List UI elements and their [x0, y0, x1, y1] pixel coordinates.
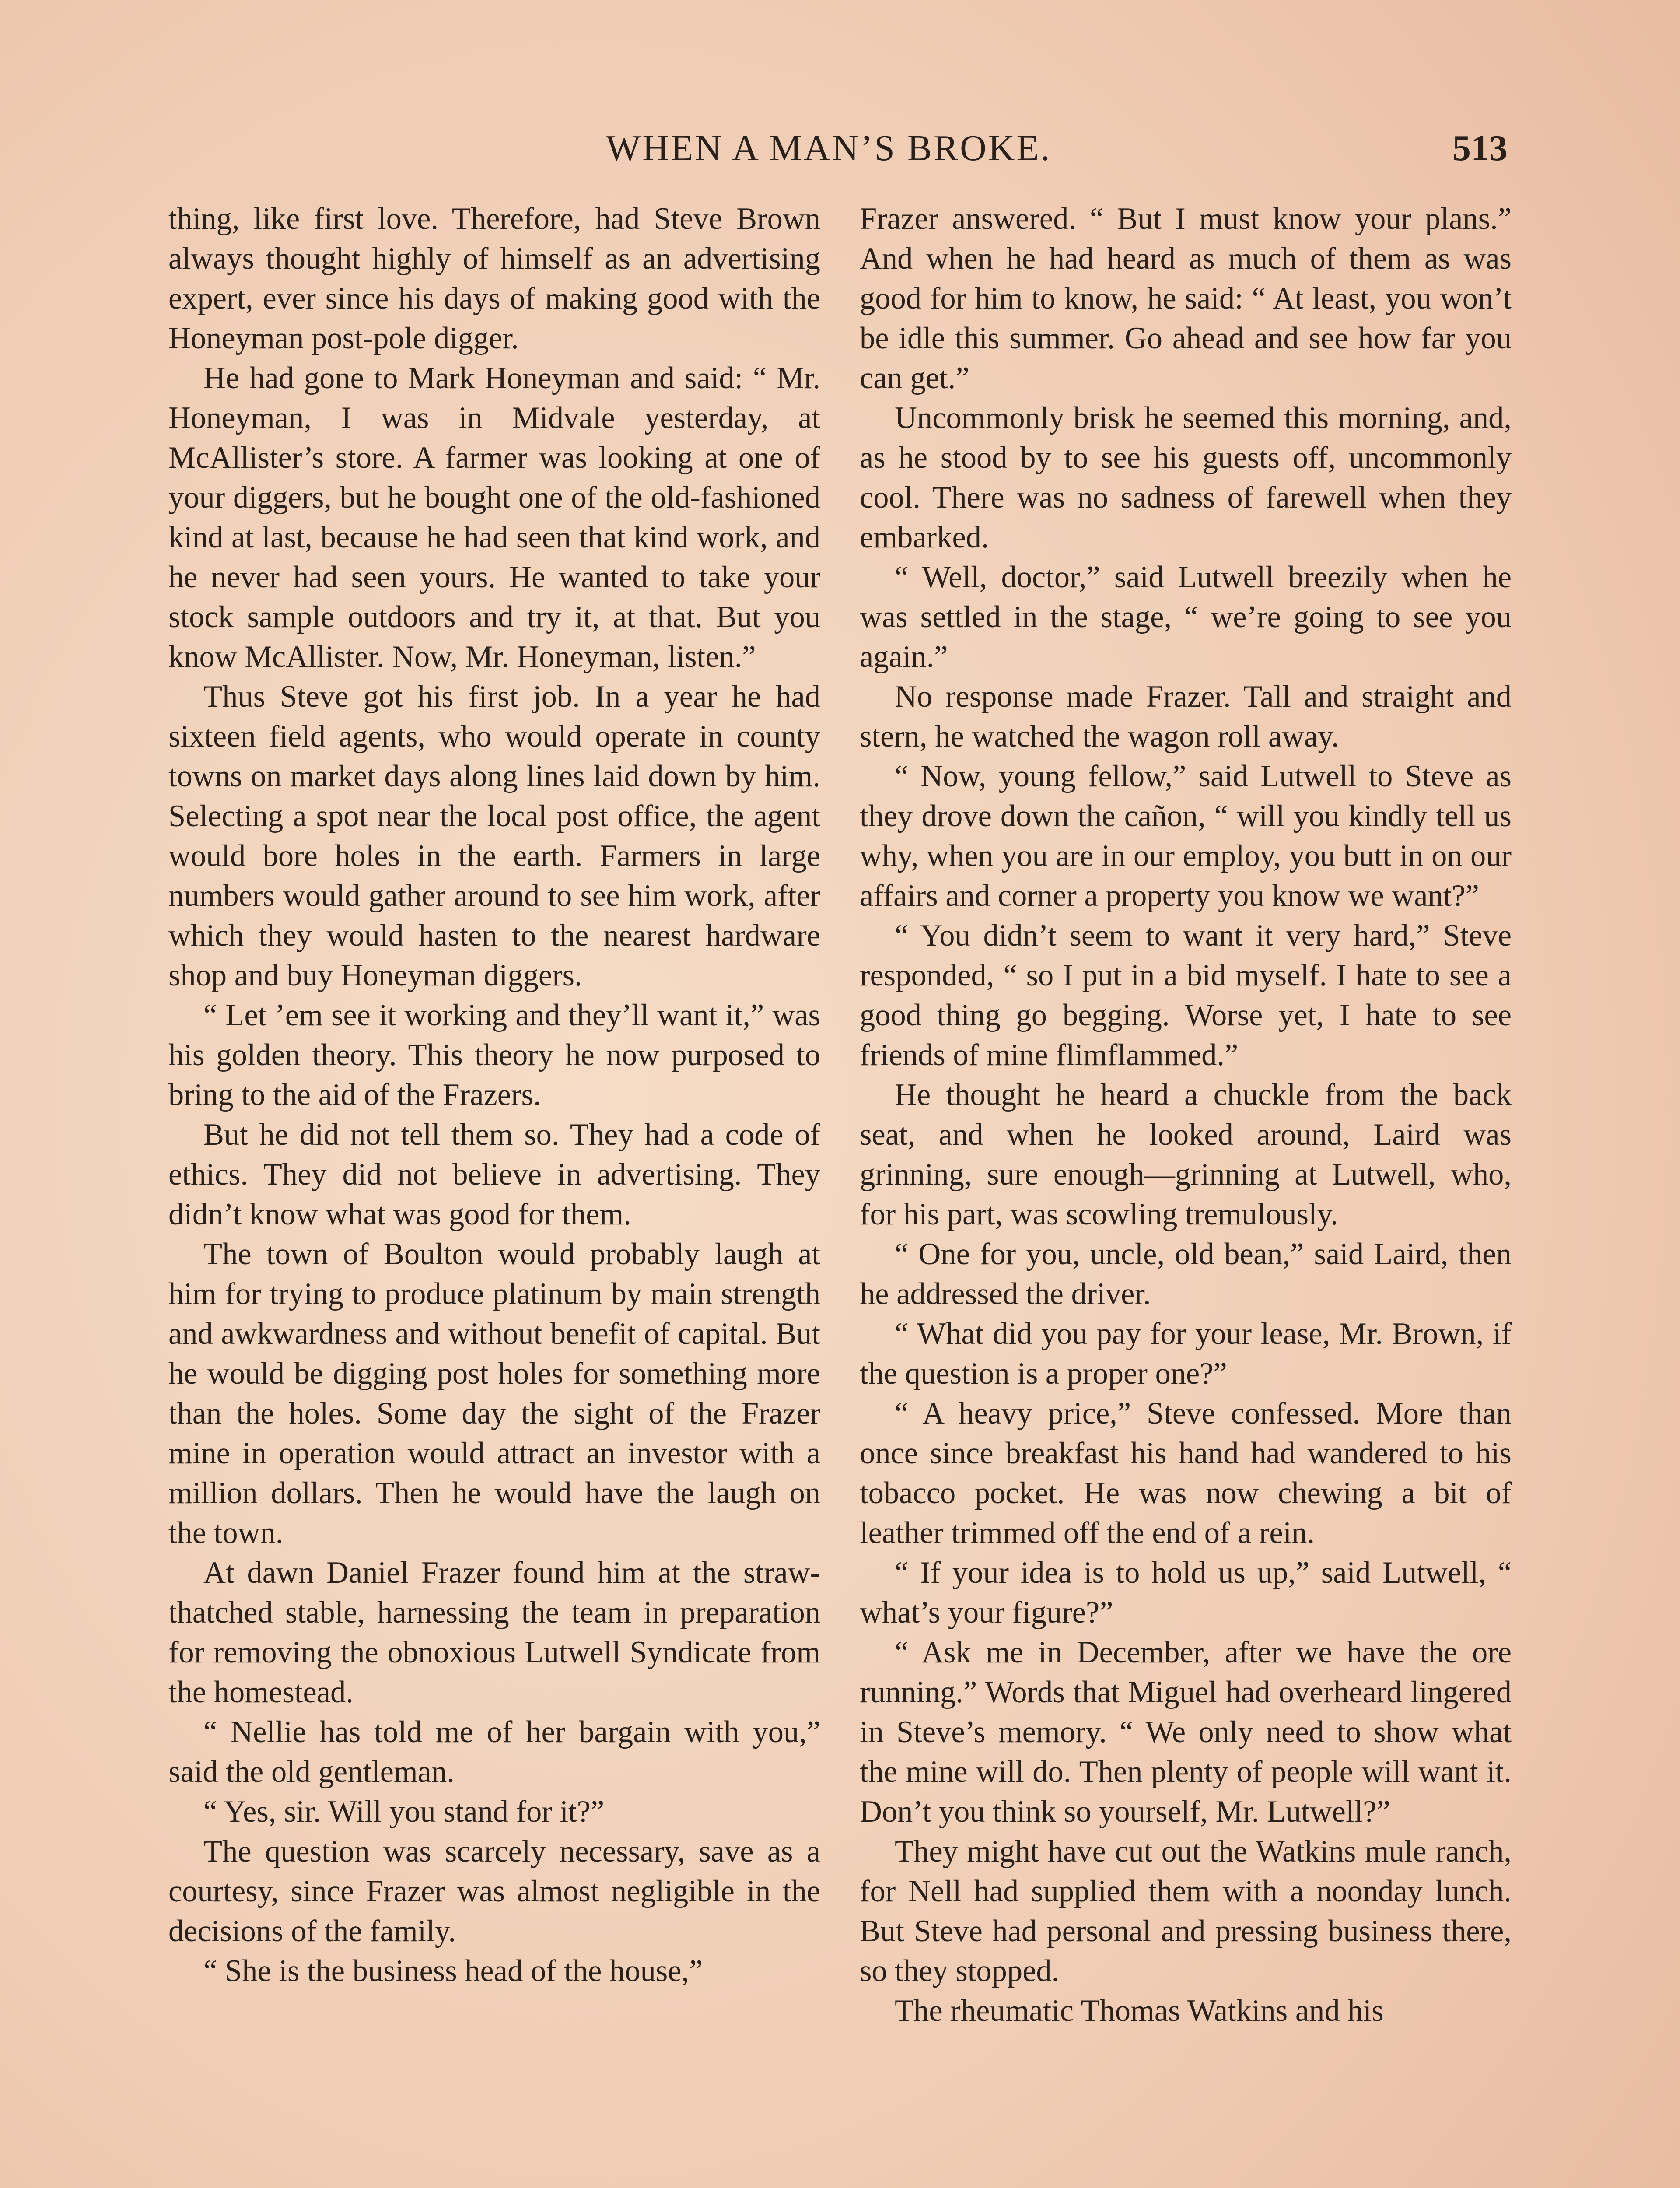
running-header	[0, 118, 1680, 184]
paragraph: “ Yes, sir. Will you stand for it?”	[203, 1795, 605, 1829]
paragraph: “ You didn’t seem to want it very hard,” Steve responded, “ so I put in a bid myself. I hate to see a good thing go begging. Worse yet, I hate to see friends of mine flimflammed.”	[860, 919, 1512, 1072]
paragraph: “ One for you, uncle, old bean,” said Laird, then he addressed the driver.	[860, 1237, 1512, 1311]
paragraph: Thus Steve got his first job. In a year he had sixteen field agents, who would operate in county towns on market days along lines laid down by him. Selecting a spot near the local post office, the agent would bore holes in the earth. Farmers in large numbers would gather around to see him work, after which they would hasten to the nearest hardware shop and buy Honeyman diggers.	[168, 680, 820, 992]
paragraph: But he did not tell them so. They had a code of ethics. They did not believe in advertising. They didn’t know what was good for them.	[168, 1118, 820, 1231]
paragraph: They might have cut out the Watkins mule ranch, for Nell had supplied them with a noonday lunch. But Steve had personal and pressing business there, so they stopped.	[860, 1834, 1512, 1988]
running-title: WHEN A MAN’S BROKE.	[606, 128, 1052, 168]
paragraph: The town of Boulton would probably laugh at him for trying to produce platinum by main strength and awkwardness and without benefit of capital. But he would be digging post holes for something more than the holes. Some day the sight of the Frazer mine in operation would attract an investor with a million dollars. Then he would have the laugh on the town.	[168, 1237, 820, 1550]
paragraph: The question was scarcely necessary, save as a courtesy, since Frazer was almost negligible in the decisions of the family.	[168, 1834, 820, 1948]
paragraph: “ She is the business head of the house,”	[203, 1954, 703, 1988]
paragraph: “ Let ’em see it working and they’ll want it,” was his golden theory. This theory he now purposed to bring to the aid of the Frazers.	[168, 998, 820, 1112]
paragraph: “ What did you pay for your lease, Mr. Brown, if the question is a proper one?”	[860, 1317, 1512, 1391]
page-number: 513	[1452, 128, 1508, 168]
paragraph: “ Ask me in December, after we have the ore running.” Words that Miguel had overheard lingered in Steve’s memory. “ We only need to show what the mine will do. Then plenty of people will want it. Don’t you think so yourself, Mr. Lutwell?”	[860, 1635, 1512, 1829]
left-column	[168, 199, 820, 2188]
paragraph: No response made Frazer. Tall and straight and stern, he watched the wagon roll away.	[860, 680, 1512, 754]
paragraph: “ Nellie has told me of her bargain with you,” said the old gentleman.	[168, 1715, 820, 1789]
paragraph: The rheumatic Thomas Watkins and his	[895, 1994, 1384, 2028]
paragraph: Frazer answered. “ But I must know your plans.” And when he had heard as much of them as was good for him to know, he said: “ At least, you won’t be idle this summer. Go ahead and see how far you can get.”	[860, 202, 1512, 395]
right-column	[860, 199, 1512, 2188]
paragraph: Uncommonly brisk he seemed this morning, and, as he stood by to see his guests off, uncommonly cool. There was no sadness of farewell when they embarked.	[860, 401, 1512, 554]
paragraph: At dawn Daniel Frazer found him at the straw-thatched stable, harnessing the team in preparation for removing the obnoxious Lutwell Syndicate from the homestead.	[168, 1556, 820, 1709]
paragraph: thing, like first love. Therefore, had Steve Brown always thought highly of himself as an advertising expert, ever since his days of making good with the Honeyman post-pole digger.	[168, 202, 820, 355]
paragraph: He had gone to Mark Honeyman and said: “ Mr. Honeyman, I was in Midvale yesterday, at McAllister’s store. A farmer was looking at one of your diggers, but he bought one of the old-fashioned kind at last, because he had seen that kind work, and he never had seen yours. He wanted to take your stock sample outdoors and try it, at that. But you know McAllister. Now, Mr. Honeyman, listen.”	[168, 361, 820, 674]
paragraph: “ Well, doctor,” said Lutwell breezily when he was settled in the stage, “ we’re going to see you again.”	[860, 560, 1512, 674]
paragraph: He thought he heard a chuckle from the back seat, and when he looked around, Laird was grinning, sure enough—grinning at Lutwell, who, for his part, was scowling tremulously.	[860, 1078, 1512, 1231]
paragraph: “ A heavy price,” Steve confessed. More than once since breakfast his hand had wandered to his tobacco pocket. He was now chewing a bit of leather trimmed off the end of a rein.	[860, 1396, 1512, 1550]
paragraph: “ If your idea is to hold us up,” said Lutwell, “ what’s your figure?”	[860, 1556, 1512, 1630]
paragraph: “ Now, young fellow,” said Lutwell to Steve as they drove down the cañon, “ will you kindly tell us why, when you are in our employ, you butt in on our affairs and corner a property you know we want?”	[860, 759, 1512, 913]
